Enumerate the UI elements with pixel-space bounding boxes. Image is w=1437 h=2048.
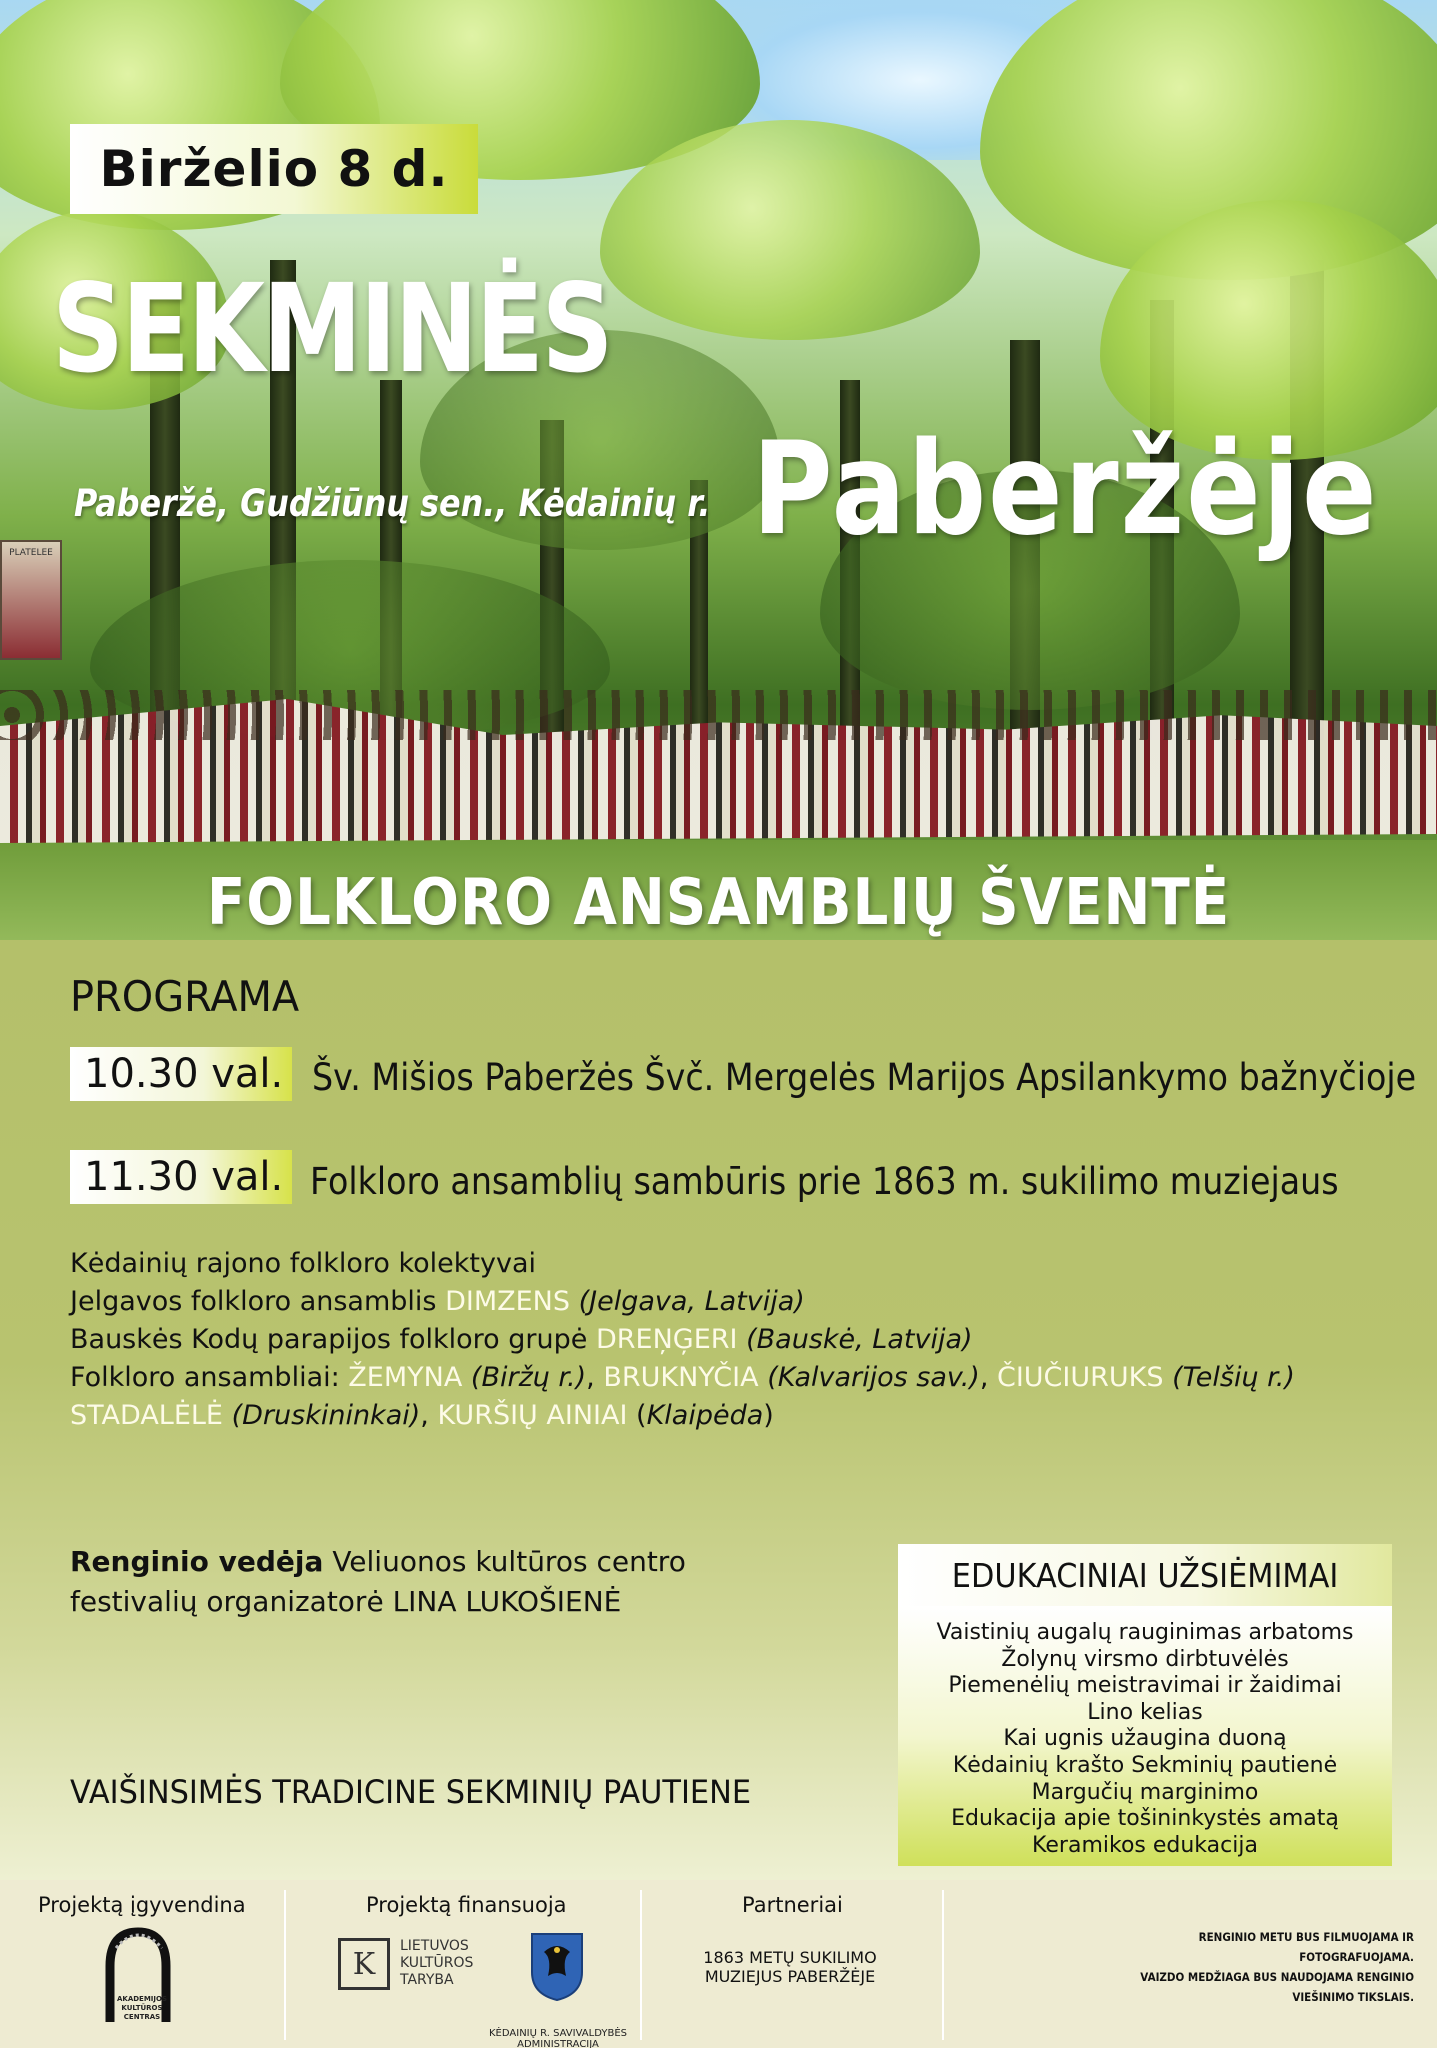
education-item: Keramikos edukacija <box>1032 1832 1258 1858</box>
title-sekmines: SEKMINĖS <box>52 258 612 400</box>
program-heading: PROGRAMA <box>70 972 300 1021</box>
footer-heading-implementer: Projektą įgyvendina <box>38 1893 246 1917</box>
filming-notice: RENGINIO METU BUS FILMUOJAMA IR FOTOGRAFUOJAMA. VAIZDO MEDŽIAGA BUS NAUDOJAMA RENGINIO VIEŠINIMO TIKSLAIS. <box>1140 1930 1414 2004</box>
lkt-logo-text: LIETUVOS KULTŪROS TARYBA <box>400 1938 474 1988</box>
partner-museum: 1863 METŲ SUKILIMO MUZIEJUS PABERŽĖJE <box>703 1948 877 1986</box>
time-badge <box>70 1150 292 1204</box>
program-item-text: Šv. Mišios Paberžės Švč. Mergelės Marijos Apsilankymo bažnyčioje <box>312 1056 1417 1099</box>
event-location: Paberžė, Gudžiūnų sen., Kėdainių r. <box>74 482 711 525</box>
education-item: Vaistinių augalų rauginimas arbatoms <box>936 1620 1354 1645</box>
ensemble-banner <box>0 540 62 660</box>
ensemble-name: ŽEMYNA <box>348 1362 463 1393</box>
ensemble-name: DREŅĢERI <box>595 1324 738 1355</box>
ensemble-list <box>70 1245 1295 1435</box>
education-item: Lino kelias <box>1087 1699 1203 1725</box>
education-item: Žolynų virsmo dirbtuvėlės <box>1001 1646 1289 1672</box>
date-badge <box>70 124 478 214</box>
lkt-logo <box>338 1938 390 1990</box>
host-name: festivalių organizatorė LINA LUKOŠIENĖ <box>70 1585 622 1618</box>
education-item: Piemenėlių meistravimai ir žaidimai <box>948 1673 1342 1699</box>
program-time: 10.30 val. <box>84 1051 284 1097</box>
ensemble-name: BRUKNYČIA <box>603 1362 759 1393</box>
ensemble-name: DIMZENS <box>445 1286 571 1317</box>
ensemble-line: STADALĖLĖ (Druskininkai), KURŠIŲ AINIAI (Klaipėda) <box>70 1400 774 1431</box>
ensemble-line: Bauskės Kodų parapijos folkloro grupė DREŅĢERI (Bauskė, Latvija) <box>70 1324 973 1355</box>
ensemble-name: STADALĖLĖ <box>70 1400 223 1431</box>
education-item: Kai ugnis užaugina duoną <box>1003 1726 1287 1752</box>
lkt-letter: K <box>352 1946 376 1982</box>
program-time: 11.30 val. <box>84 1154 284 1200</box>
kedainiai-logo-text: KĖDAINIŲ R. SAVIVALDYBĖS ADMINISTRACIJA <box>489 2028 627 2048</box>
footer-divider <box>942 1890 944 2040</box>
education-item: Margučių marginimo <box>1031 1779 1259 1805</box>
footer-divider <box>284 1890 286 2040</box>
education-list <box>898 1606 1392 1866</box>
time-badge <box>70 1047 292 1101</box>
academy-logo-text: AKADEMIJOS KULTŪROS CENTRAS <box>116 1995 168 2021</box>
program-item-text: Folkloro ansamblių sambūris prie 1863 m. sukilimo muziejaus <box>310 1160 1339 1203</box>
folk-crowd-heads <box>0 690 1437 740</box>
ensemble-line: Jelgavos folkloro ansamblis DIMZENS (Jelgava, Latvija) <box>70 1286 805 1317</box>
feast-note: VAIŠINSIMĖS TRADICINE SEKMINIŲ PAUTIENE <box>70 1773 752 1811</box>
kedainiai-coat-of-arms <box>530 1932 584 2002</box>
footer-divider <box>640 1890 642 2040</box>
banner-text: PLATELEE <box>9 548 53 558</box>
event-host: Renginio vedėja Veliuonos kultūros centro festivalių organizatorė LINA LUKOŠIENĖ <box>70 1542 686 1622</box>
education-heading: EDUKACINIAI UŽSIĖMIMAI <box>951 1555 1339 1595</box>
event-subtitle: FOLKLORO ANSAMBLIŲ ŠVENTĖ <box>206 866 1231 940</box>
footer-heading-partners: Partneriai <box>742 1893 843 1917</box>
title-paberzeje: Paberžėje <box>752 415 1379 564</box>
ensemble-line: Folkloro ansambliai: ŽEMYNA (Biržų r.), BRUKNYČIA (Kalvarijos sav.), ČIUČIURUKS (Telšių r.) <box>70 1362 1295 1393</box>
education-item: Kėdainių krašto Sekminių pautienė <box>952 1752 1338 1778</box>
education-item: Edukacija apie tošininkystės amatą <box>951 1806 1339 1832</box>
event-date: Birželio 8 d. <box>99 140 449 198</box>
ensemble-name: KURŠIŲ AINIAI <box>437 1400 628 1431</box>
ensemble-name: ČIUČIURUKS <box>996 1362 1164 1393</box>
ensemble-line: Kėdainių rajono folkloro kolektyvai <box>70 1248 537 1279</box>
footer-heading-funder: Projektą finansuoja <box>366 1893 567 1917</box>
host-label: Renginio vedėja <box>70 1545 324 1578</box>
education-heading-box <box>898 1544 1392 1606</box>
